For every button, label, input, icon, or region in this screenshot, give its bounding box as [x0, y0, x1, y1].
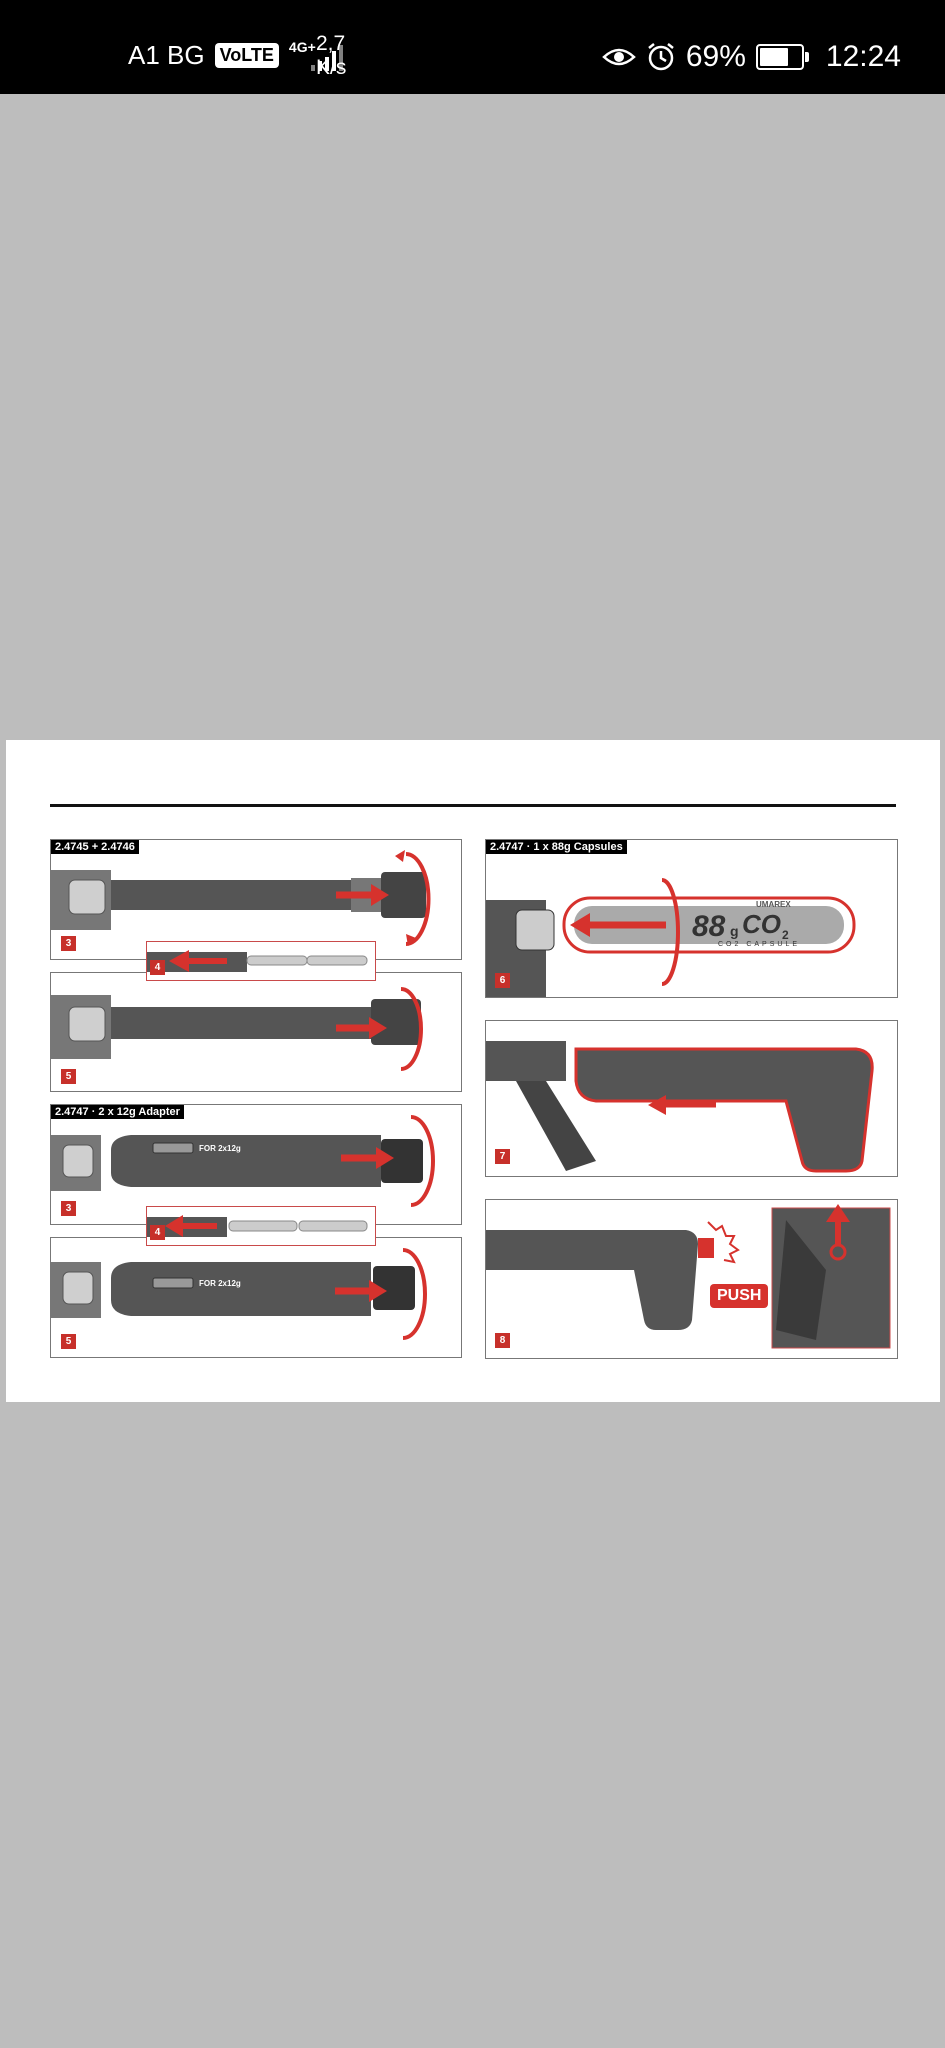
panel-right-step6	[485, 839, 898, 998]
step-number: 8	[495, 1333, 510, 1348]
speed-unit: K/s	[316, 56, 347, 79]
capsule-brand: UMAREX	[756, 900, 791, 909]
step-number: 4	[150, 960, 165, 975]
network-speed	[316, 32, 346, 80]
capsule-subtitle: CO2 CAPSULE	[718, 941, 801, 948]
battery-fill	[760, 48, 788, 66]
battery-icon	[756, 44, 804, 70]
step-number: 4	[150, 1225, 165, 1240]
step-number: 3	[61, 1201, 76, 1216]
capsule-co2-subscript: 2	[782, 928, 789, 942]
status-right	[602, 40, 901, 74]
section-title-adapter: 2.4747 · 2 x 12g Adapter	[51, 1105, 184, 1119]
co2-capsule-illustration	[486, 840, 897, 997]
panel-left-step5b	[50, 1237, 462, 1358]
capsule-co2: CO	[742, 909, 781, 939]
inset-step4a	[146, 941, 376, 981]
section-title-2-4745: 2.4745 + 2.4746	[51, 840, 139, 854]
capsule-number: 88	[692, 910, 726, 943]
status-bar	[0, 0, 945, 94]
speed-value: 2,7	[316, 32, 346, 55]
step-number: 3	[61, 936, 76, 951]
push-label: PUSH	[710, 1284, 768, 1308]
inset-step4b	[146, 1206, 376, 1246]
eye-icon	[602, 46, 636, 68]
capsule-insert-illustration	[147, 1207, 375, 1245]
network-type: 4G+	[288, 38, 316, 55]
status-left	[128, 40, 345, 71]
capsule-insert-illustration	[147, 942, 375, 980]
header-rule	[50, 804, 896, 807]
section-title-88g: 2.4747 · 1 x 88g Capsules	[486, 840, 627, 854]
step-number: 5	[61, 1069, 76, 1084]
step-number: 5	[61, 1334, 76, 1349]
capsule-unit: g	[730, 923, 739, 939]
adapter-label: FOR 2x12g	[199, 1279, 241, 1288]
rifle-tube-illustration	[51, 973, 461, 1091]
manual-page[interactable]	[6, 740, 940, 1402]
adapter-illustration	[51, 1238, 461, 1357]
volte-badge: VoLTE	[215, 43, 279, 68]
stock-release-illustration	[486, 1200, 897, 1358]
alarm-icon	[646, 42, 676, 72]
panel-right-step8	[485, 1199, 898, 1359]
step-number: 7	[495, 1149, 510, 1164]
battery-percent: 69%	[685, 40, 746, 73]
adapter-label: FOR 2x12g	[199, 1144, 241, 1153]
panel-right-step7	[485, 1020, 898, 1177]
stock-removal-illustration	[486, 1021, 897, 1176]
panel-left-step5a	[50, 972, 462, 1092]
step-number: 6	[495, 973, 510, 988]
carrier-name: A1 BG	[128, 40, 205, 70]
clock: 12:24	[825, 40, 901, 73]
